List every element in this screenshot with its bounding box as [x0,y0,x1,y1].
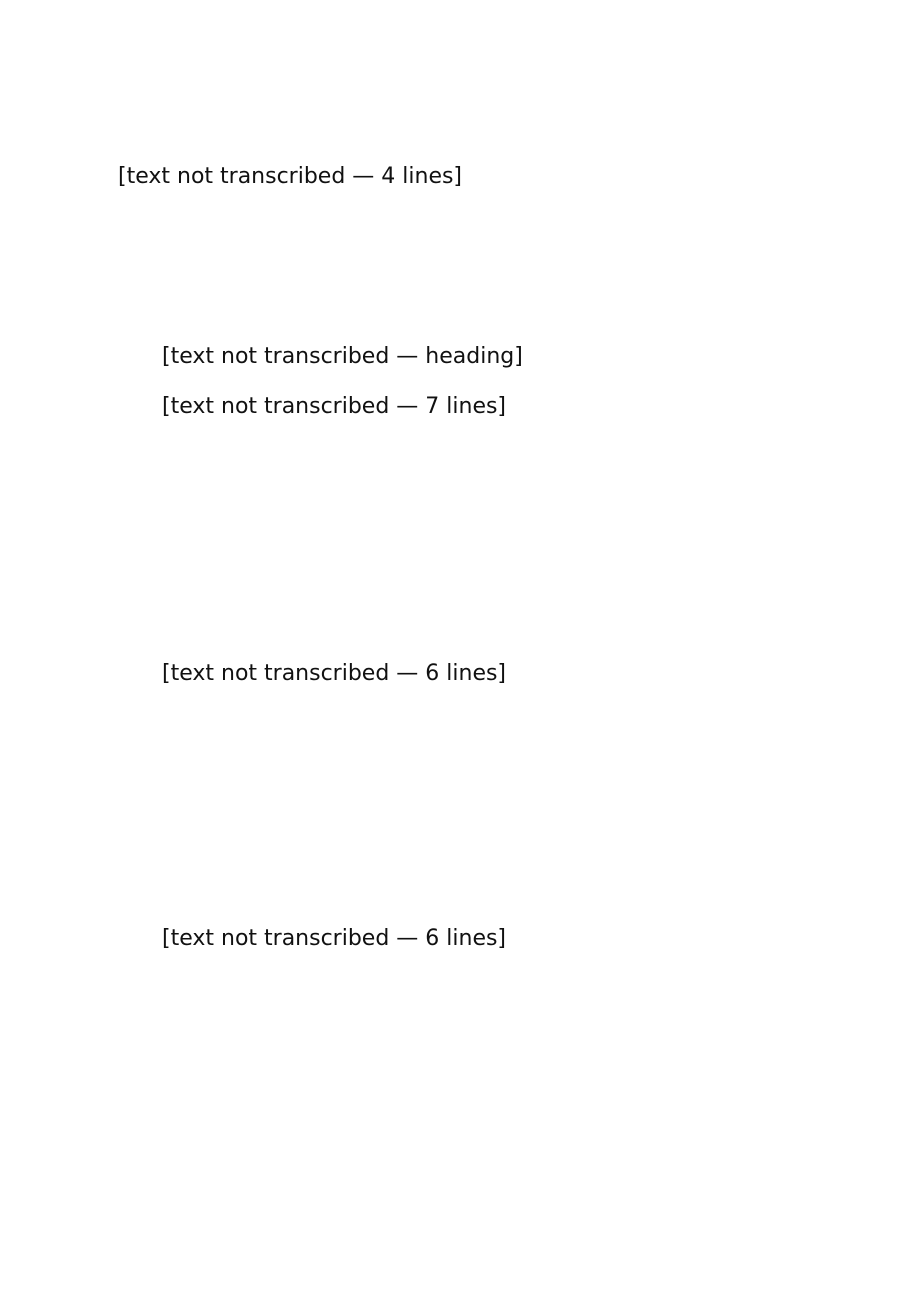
section-heading-text: [text not transcribed — heading] [162,344,523,369]
continued-paragraph-text: [text not transcribed — 4 lines] [118,164,463,189]
item-3-paragraph [118,920,808,958]
item-2-paragraph [118,655,808,693]
item-1-text: [text not transcribed — 7 lines] [162,394,507,419]
item-2-text: [text not transcribed — 6 lines] [162,661,507,686]
item-3-text: [text not transcribed — 6 lines] [162,926,507,951]
section-heading [118,338,808,376]
item-1-paragraph [118,388,808,426]
continued-paragraph [118,158,808,196]
